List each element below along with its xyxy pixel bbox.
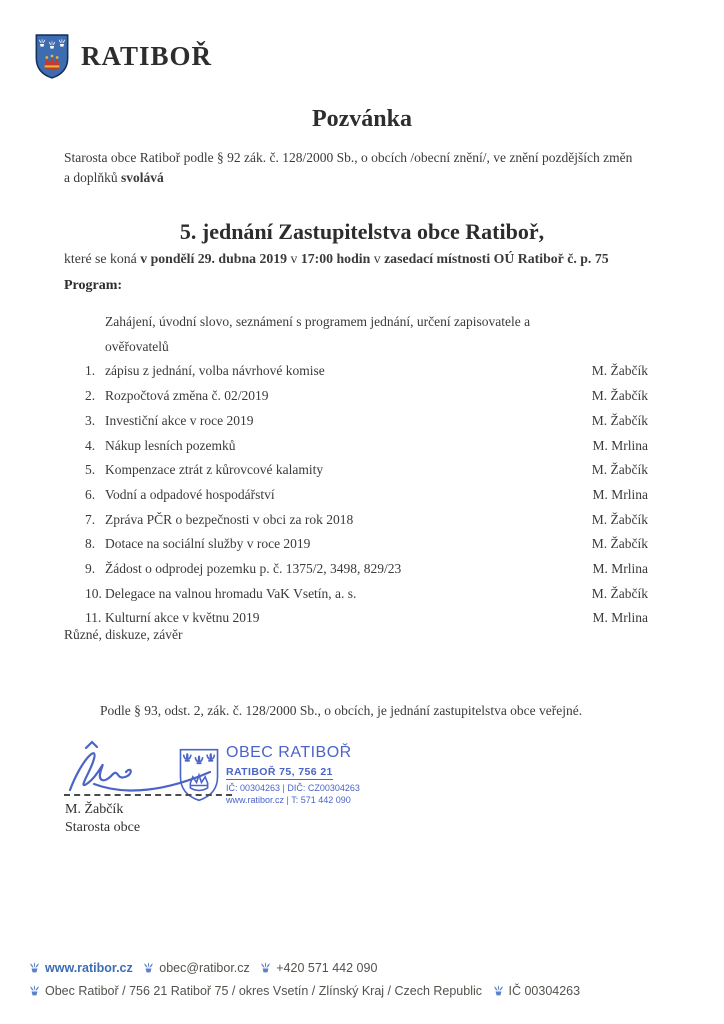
item-presenter: M. Mrlina: [592, 561, 648, 577]
item-presenter: M. Žabčík: [591, 412, 648, 428]
program-item: [85, 483, 648, 508]
item-number: 5.: [85, 462, 96, 478]
stamp-address: RATIBOŘ 75, 756 21: [226, 766, 333, 780]
coat-of-arms-icon: [34, 33, 70, 80]
tulip-icon: [28, 961, 41, 974]
stamp-text-block: [226, 744, 360, 805]
item-number: 10.: [85, 585, 102, 601]
item-presenter: M. Mrlina: [592, 610, 648, 626]
item-number: 8.: [85, 536, 96, 552]
program-item: [85, 384, 648, 409]
item-number: 9.: [85, 561, 96, 577]
footer-address: Obec Ratiboř / 756 21 Ratiboř 75 / okres Vsetín / Zlínský Kraj / Czech Republic: [45, 984, 483, 998]
tulip-icon: [492, 984, 505, 997]
item-text-line2: zápisu z jednání, volba návrhové komise: [105, 363, 325, 379]
when-time: 17:00 hodin: [300, 251, 371, 266]
closing-line: Různé, diskuze, závěr: [64, 627, 183, 642]
program-item: [85, 434, 648, 459]
program-item: [85, 532, 648, 557]
page-footer: [28, 957, 718, 1003]
program-item: [85, 458, 648, 483]
document-title: Pozvánka: [311, 106, 412, 132]
item-text-line1: Zahájení, úvodní slovo, seznámení s programem jednání, určení zapisovatele a ověřovatelů: [105, 314, 531, 354]
intro-svolava: svolává: [121, 170, 164, 185]
item-number: 6.: [85, 486, 96, 502]
when-date: v pondělí 29. dubna 2019: [140, 251, 288, 266]
program-label: Program:: [64, 278, 123, 293]
signature-dashed-line: [64, 794, 232, 796]
tulip-icon: [28, 984, 41, 997]
item-text: Nákup lesních pozemků: [105, 437, 236, 453]
footer-phone: +420 571 442 090: [276, 961, 378, 975]
stamp-municipality-name: OBEC RATIBOŘ: [226, 744, 352, 761]
stamp-ic-dic: IČ: 00304263 | DIČ: CZ00304263: [226, 782, 360, 793]
footer-reg-id: IČ 00304263: [508, 984, 581, 998]
intro-paragraph: [64, 148, 669, 188]
item-presenter: M. Mrlina: [592, 486, 648, 502]
item-presenter: M. Žabčík: [591, 462, 648, 478]
footer-contact-line: [28, 957, 718, 980]
item-presenter: M. Žabčík: [591, 388, 648, 404]
program-item: [85, 409, 648, 434]
item-presenter: M. Mrlina: [592, 437, 648, 453]
stamp-web-phone: www.ratibor.cz | T: 571 442 090: [226, 795, 351, 806]
logo-wordmark: RATIBOŘ: [81, 41, 213, 71]
signer-block: [65, 801, 140, 837]
item-text: Žádost o odprodej pozemku p. č. 1375/2, 3498, 829/23: [105, 561, 402, 577]
item-presenter: M. Žabčík: [591, 363, 648, 379]
footer-website-link[interactable]: www.ratibor.cz: [45, 961, 133, 975]
item-number: 7.: [85, 511, 96, 527]
item-presenter: M. Žabčík: [591, 511, 648, 527]
item-number: 11.: [85, 610, 102, 626]
item-text: Dotace na sociální služby v roce 2019: [105, 536, 311, 552]
intro-line1: Starosta obce Ratiboř podle § 92 zák. č. 128/2000 Sb., o obcích /obecní znění/, ve znění pozdějších změn: [64, 150, 633, 165]
program-list: [85, 310, 648, 631]
item-number: 3.: [85, 412, 96, 428]
item-number: 4.: [85, 437, 96, 453]
item-text: Investiční akce v roce 2019: [105, 412, 254, 428]
item-number: 1.: [85, 363, 96, 379]
intro-line2: a doplňků: [64, 170, 121, 185]
footer-address-line: [28, 980, 718, 1003]
item-presenter: M. Žabčík: [591, 536, 648, 552]
signer-role: Starosta obce: [65, 820, 141, 835]
when-prefix: které se koná: [64, 251, 141, 266]
item-text: Kulturní akce v květnu 2019: [105, 610, 260, 626]
program-item: [85, 582, 648, 607]
item-presenter: M. Žabčík: [591, 585, 648, 601]
tulip-icon: [259, 961, 272, 974]
municipality-logo: [34, 33, 212, 80]
item-text: Kompenzace ztrát z kůrovcové kalamity: [105, 462, 324, 478]
item-number: 2.: [85, 388, 96, 404]
program-item: [85, 310, 648, 384]
when-mid2: v: [370, 251, 385, 266]
meeting-heading: 5. jednání Zastupitelstva obce Ratiboř,: [179, 219, 545, 244]
item-text: Zpráva PČR o bezpečnosti v obci za rok 2018: [105, 511, 354, 527]
item-text: Delegace na valnou hromadu VaK Vsetín, a. s.: [105, 585, 357, 601]
signer-name: M. Žabčík: [65, 802, 124, 817]
tulip-icon: [142, 961, 155, 974]
program-item: [85, 557, 648, 582]
item-text: Rozpočtová změna č. 02/2019: [105, 388, 269, 404]
item-text: [105, 310, 592, 384]
legal-note: Podle § 93, odst. 2, zák. č. 128/2000 Sb., o obcích, je jednání zastupitelstva obce veřejné.: [100, 703, 583, 718]
item-text: Vodní a odpadové hospodářství: [105, 486, 275, 502]
when-mid1: v: [287, 251, 301, 266]
meeting-when-line: [64, 251, 684, 267]
program-item: [85, 508, 648, 533]
footer-email[interactable]: obec@ratibor.cz: [159, 961, 250, 975]
when-place: zasedací místnosti OÚ Ratiboř č. p. 75: [384, 251, 609, 266]
